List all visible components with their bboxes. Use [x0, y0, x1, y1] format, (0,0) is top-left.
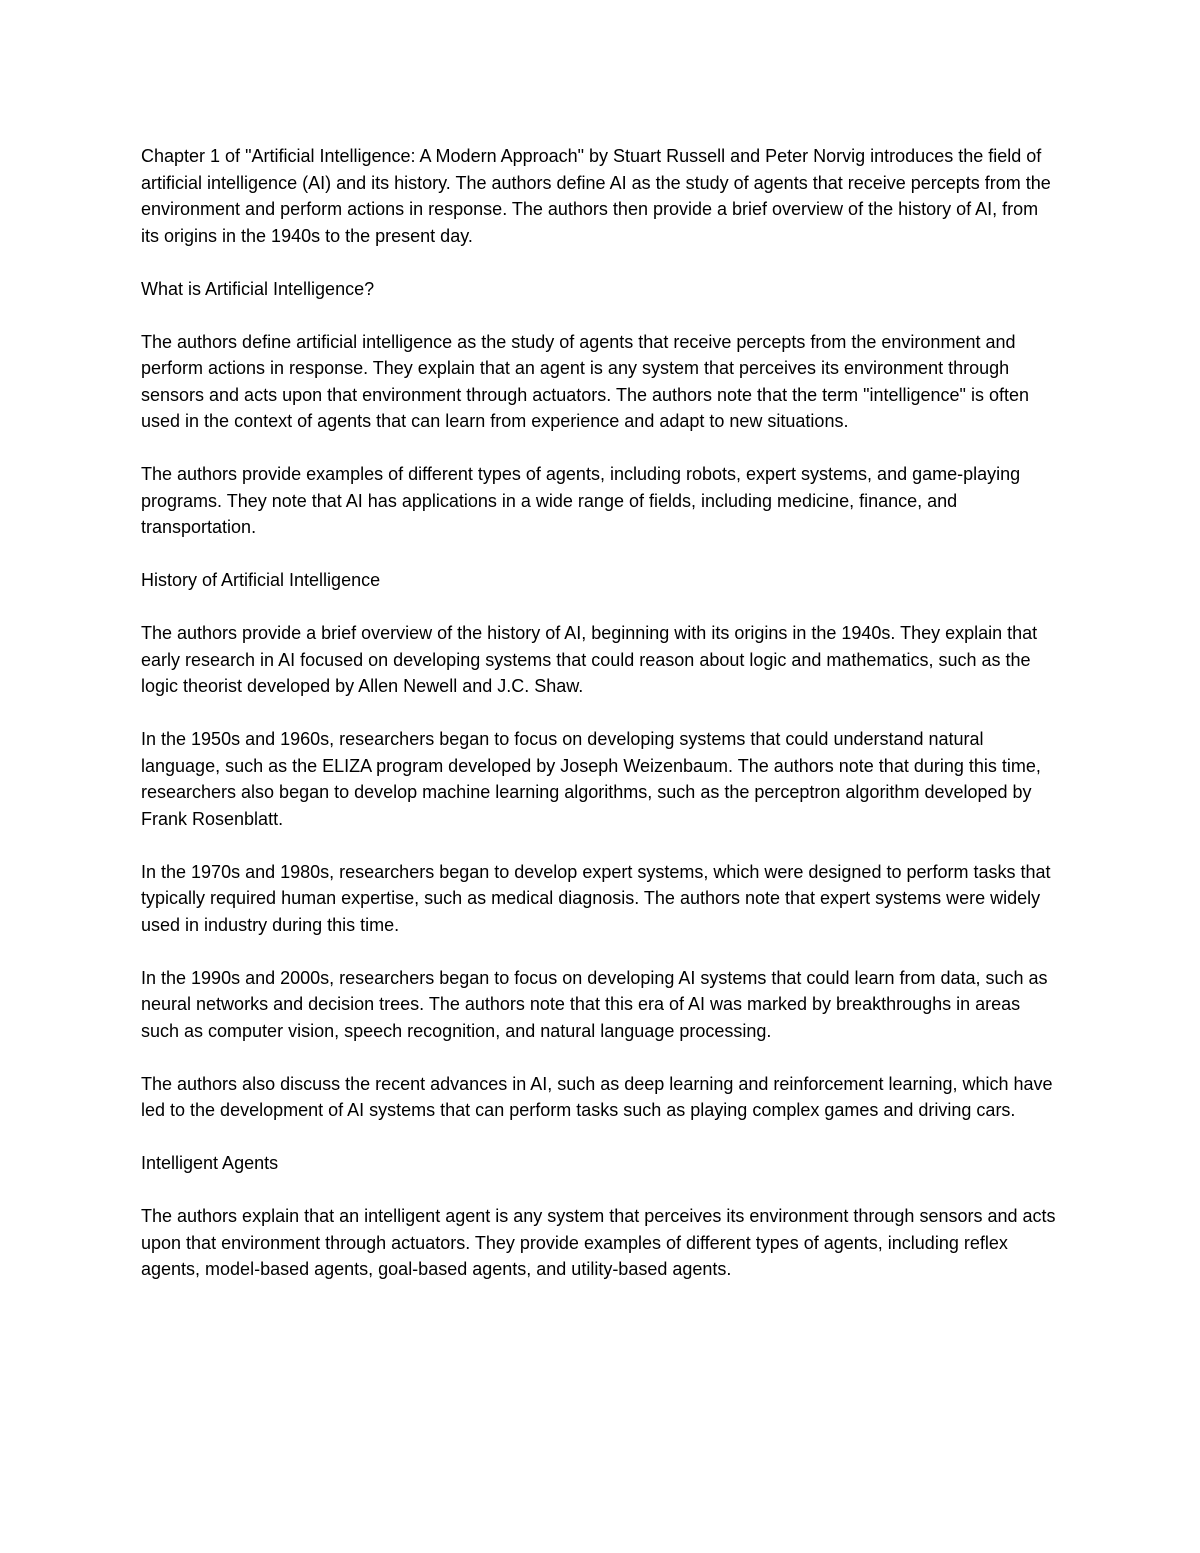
paragraph-recent-advances: The authors also discuss the recent advances in AI, such as deep learning and reinforcement learning, which have led to the development of AI systems that can perform tasks such as playing complex games and driving cars. — [141, 1073, 1053, 1120]
paragraph-1950s-1960s: In the 1950s and 1960s, researchers began to focus on developing systems that could understand natural language, such as the ELIZA program developed by Joseph Weizenbaum. The authors note that during this time, researchers also began to develop machine learning algorithms, such as the perceptron algorithm developed by Frank Rosenblatt. — [141, 729, 1041, 829]
section-heading-what-is-ai: What is Artificial Intelligence? — [141, 278, 375, 299]
paragraph-agent-examples: The authors provide examples of different types of agents, including robots, expert systems, and game-playing programs. They note that AI has applications in a wide range of fields, including medicine, finance, and transportation. — [141, 464, 1021, 537]
section-heading-intelligent-agents: Intelligent Agents — [141, 1153, 279, 1173]
section-heading-history: History of Artificial Intelligence — [141, 570, 381, 590]
paragraph-history-overview: The authors provide a brief overview of the history of AI, beginning with its origins in the 1940s. They explain that early research in AI focused on developing systems that could reason about logic and mathematics, such as the logic theorist developed by Allen Newell and J.C. Shaw. — [141, 623, 1038, 696]
intro-paragraph: Chapter 1 of "Artificial Intelligence: A Modern Approach" by Stuart Russell and Peter Norvig introduces the field of artificial intelligence (AI) and its history. The authors define AI as the study of agents that receive percepts from the environment and perform actions in response. The authors then provide a brief overview of the history of AI, from its origins in the 1940s to the present day. — [141, 146, 1051, 246]
paragraph-1990s-2000s: In the 1990s and 2000s, researchers began to focus on developing AI systems that could learn from data, such as neural networks and decision trees. The authors note that this era of AI was marked by breakthroughs in areas such as computer vision, speech recognition, and natural language processing. — [141, 967, 1048, 1041]
paragraph-1970s-1980s: In the 1970s and 1980s, researchers began to develop expert systems, which were designed to perform tasks that typically required human expertise, such as medical diagnosis. The authors note that expert systems were widely used in industry during this time. — [141, 861, 1051, 935]
document-body — [141, 143, 1056, 1309]
paragraph-intelligent-agents: The authors explain that an intelligent agent is any system that perceives its environment through sensors and acts upon that environment through actuators. They provide examples of different types of agents, including reflex agents, model-based agents, goal-based agents, and utility-based agents. — [141, 1206, 1056, 1279]
paragraph-ai-definition: The authors define artificial intelligence as the study of agents that receive percepts from the environment and perform actions in response. They explain that an agent is any system that perceives its environment through sensors and acts upon that environment through actuators. The authors note that the term "intelligence" is often used in the context of agents that can learn from experience and adapt to new situations. — [141, 331, 1029, 431]
